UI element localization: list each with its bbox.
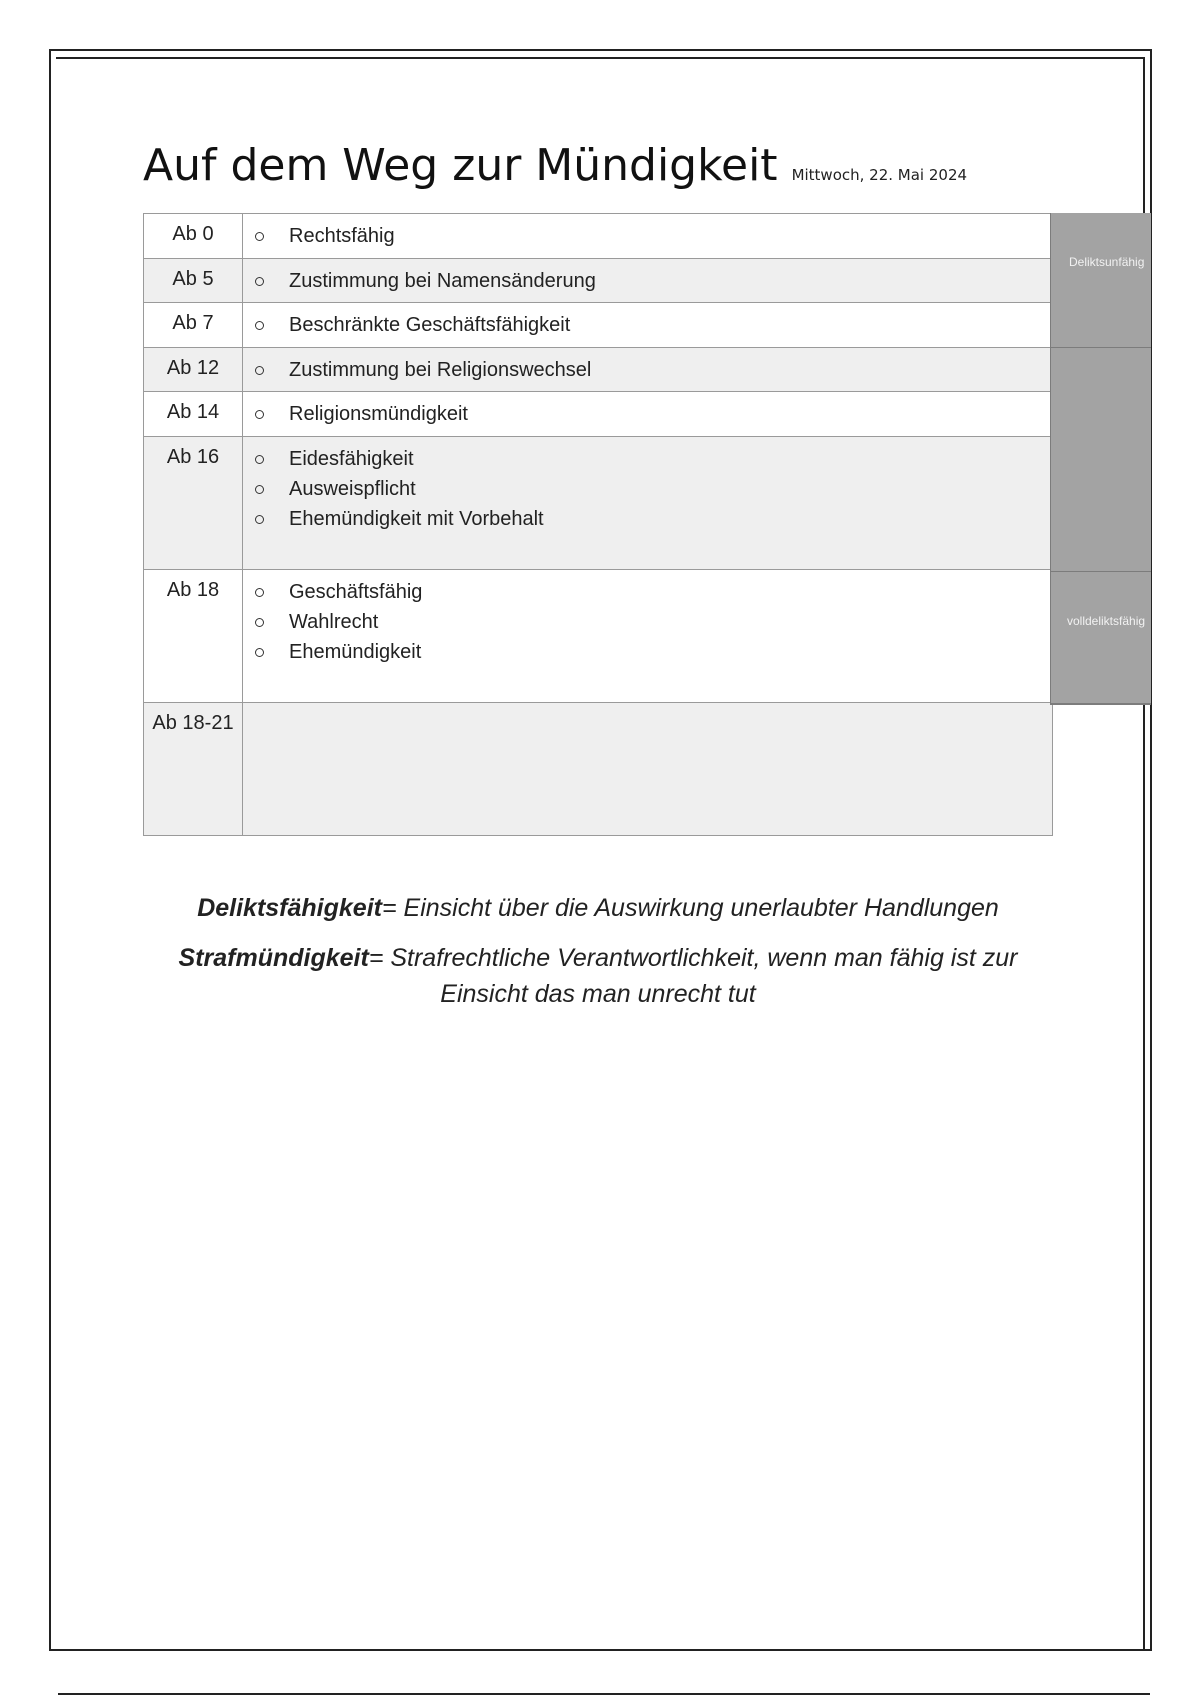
list-item-text: Ehemündigkeit mit Vorbehalt — [289, 508, 544, 530]
list-item-text: Geschäftsfähig — [289, 581, 423, 603]
side-column-middle — [1050, 347, 1151, 571]
definition-term: Deliktsfähigkeit — [197, 894, 382, 922]
circle-bullet-icon — [255, 515, 264, 524]
circle-bullet-icon — [255, 277, 264, 286]
rights-list — [243, 310, 1052, 340]
list-item — [243, 577, 1052, 607]
circle-bullet-icon — [255, 366, 264, 375]
rights-list — [243, 221, 1052, 251]
table-row — [144, 703, 1053, 836]
age-rights-table — [143, 213, 1053, 836]
list-item — [243, 504, 1052, 534]
list-item — [243, 607, 1052, 637]
list-item — [243, 474, 1052, 504]
list-item-text: Zustimmung bei Religionswechsel — [289, 359, 592, 381]
items-cell — [243, 259, 1053, 303]
items-cell — [243, 570, 1053, 703]
table-row — [144, 392, 1053, 437]
side-label-deliktsunfaehig: Deliktsunfähig — [1069, 255, 1145, 269]
circle-bullet-icon — [255, 588, 264, 597]
side-column-bottom — [1050, 571, 1151, 705]
definition-deliktsfaehigkeit — [143, 890, 1053, 926]
items-cell — [243, 348, 1053, 392]
definitions — [143, 890, 1053, 1026]
items-cell — [243, 303, 1053, 348]
list-item-text: Beschränkte Geschäftsfähigkeit — [289, 314, 571, 336]
items-cell — [243, 392, 1053, 437]
circle-bullet-icon — [255, 618, 264, 627]
age-cell: Ab 7 — [144, 303, 243, 348]
title-line — [143, 140, 967, 191]
page-title: Auf dem Weg zur Mündigkeit — [143, 140, 778, 191]
age-cell: Ab 18-21 — [144, 703, 243, 836]
items-cell — [243, 214, 1053, 259]
table-row — [144, 259, 1053, 303]
circle-bullet-icon — [255, 455, 264, 464]
rights-list — [243, 399, 1052, 429]
circle-bullet-icon — [255, 410, 264, 419]
age-cell: Ab 0 — [144, 214, 243, 259]
table-row — [144, 570, 1053, 703]
side-column-top — [1050, 213, 1151, 347]
page-frame-inner-rule — [56, 57, 1145, 59]
definition-text: = Strafrechtliche Verantwortlichkeit, wenn man fähig ist zur Einsicht das man unrecht tut — [368, 944, 1018, 1008]
circle-bullet-icon — [255, 485, 264, 494]
list-item-text: Wahlrecht — [289, 611, 379, 633]
list-item — [243, 221, 1052, 251]
definition-text: = Einsicht über die Auswirkung unerlaubter Handlungen — [381, 894, 999, 922]
circle-bullet-icon — [255, 232, 264, 241]
table-row — [144, 214, 1053, 259]
table-row — [144, 303, 1053, 348]
items-cell — [243, 703, 1053, 836]
list-item — [243, 310, 1052, 340]
list-item-text: Zustimmung bei Namensänderung — [289, 270, 596, 292]
items-cell — [243, 437, 1053, 570]
list-item — [243, 355, 1052, 385]
definition-term: Strafmündigkeit — [178, 944, 369, 972]
side-label-volldeliktsfaehig: volldeliktsfähig — [1067, 614, 1146, 628]
rights-list — [243, 577, 1052, 667]
rights-list — [243, 266, 1052, 296]
list-item — [243, 637, 1052, 667]
age-cell: Ab 16 — [144, 437, 243, 570]
age-cell: Ab 5 — [144, 259, 243, 303]
table-row — [144, 437, 1053, 570]
age-cell: Ab 14 — [144, 392, 243, 437]
list-item-text: Ausweispflicht — [289, 478, 416, 500]
page-divider — [58, 1693, 1150, 1695]
list-item — [243, 444, 1052, 474]
list-item-text: Eidesfähigkeit — [289, 448, 414, 470]
circle-bullet-icon — [255, 321, 264, 330]
circle-bullet-icon — [255, 648, 264, 657]
age-cell: Ab 18 — [144, 570, 243, 703]
list-item-text: Ehemündigkeit — [289, 641, 422, 663]
page-date: Mittwoch, 22. Mai 2024 — [791, 166, 968, 184]
list-item-text: Rechtsfähig — [289, 225, 395, 247]
list-item — [243, 266, 1052, 296]
table-row — [144, 348, 1053, 392]
list-item — [243, 399, 1052, 429]
rights-list — [243, 355, 1052, 385]
rights-list — [243, 444, 1052, 534]
definition-strafmuendigkeit — [143, 940, 1053, 1012]
age-cell: Ab 12 — [144, 348, 243, 392]
list-item-text: Religionsmündigkeit — [289, 403, 468, 425]
